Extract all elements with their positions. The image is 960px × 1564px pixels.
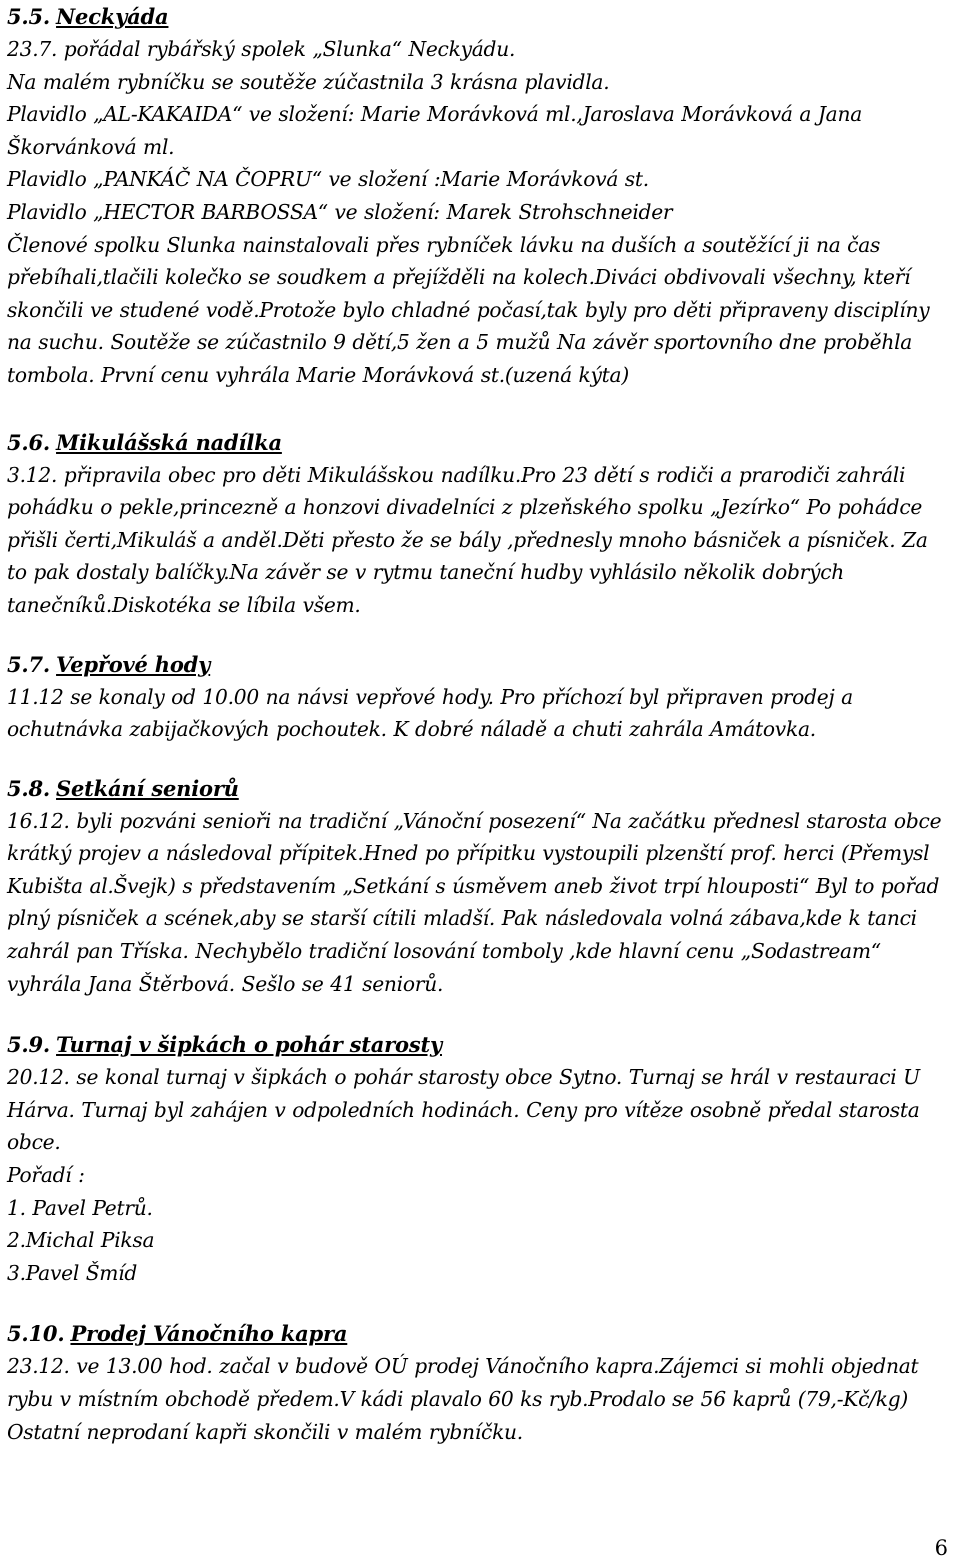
spacer <box>7 392 952 426</box>
section-heading <box>7 426 952 459</box>
spacer <box>7 1289 952 1317</box>
section-title: Mikulášská nadílka <box>56 429 282 455</box>
page-number: 6 <box>934 1536 948 1560</box>
list-item: 2.Michal Piksa <box>7 1228 155 1253</box>
list-item: 3.Pavel Šmíd <box>7 1260 138 1285</box>
paragraph: 3.12. připravila obec pro děti Mikulášskou nadílku.Pro 23 dětí s rodiči a prarodiči zahráli pohádku o pekle,princezně a honzovi divadelníci z plzeňského spolku „Jezírko“ Po pohádce přišli čerti,Mikuláš a anděl.Děti přesto že se bály ,přednesly mnoho básniček a písniček. Za to pak dostaly balíčky.Na závěr se v rytmu taneční hudby vyhlásilo několik dobrých tanečníků.Diskotéka se líbila všem. <box>7 462 928 617</box>
section-heading <box>7 772 952 805</box>
results-label: Pořadí : <box>7 1163 85 1188</box>
list-item: 1. Pavel Petrů. <box>7 1195 153 1220</box>
paragraph: 20.12. se konal turnaj v šipkách o pohár starosty obce Sytno. Turnaj se hrál v restauraci U Hárva. Turnaj byl zahájen v odpoledních hodinách. Ceny pro vítěze osobně předal starosta obce. <box>7 1065 920 1155</box>
paragraph: Členové spolku Slunka nainstalovali přes rybníček lávku na duších a soutěžící ji na čas přebíhali,tlačili kolečko se soudkem a přejížděli na kolech.Diváci obdivovali všechny, kteří skončili ve studené vodě.Protože bylo chladné počasí,tak byly pro děti připraveny disciplíny na suchu. Soutěže se zúčastnilo 9 dětí,5 žen a 5 mužů Na závěr sportovního dne proběhla tombola. První cenu vyhrála Marie Morávková st.(uzená kýta) <box>7 232 930 387</box>
paragraph: 16.12. byli pozváni senioři na tradiční „Vánoční posezení“ Na začátku přednesl starosta obce krátký projev a následoval přípitek.Hned po přípitku vystoupili plzenští prof. herci (Přemysl Kubišta al.Švejk) s představením „Setkání s úsměvem aneb život trpí hlouposti“ Byl to pořad plný písniček a scének,aby se starší cítili mladší. Pak následovala volná zábava,kde k tanci zahrál pan Tříska. Nechybělo tradiční losování tomboly ,kde hlavní cenu „Sodastream“ vyhrála Jana Štěrbová. Sešlo se 41 seniorů. <box>7 808 942 996</box>
section-neckyada <box>7 0 952 392</box>
section-setkani-senioru <box>7 772 952 1001</box>
section-heading <box>7 0 952 33</box>
section-veprove-hody <box>7 648 952 746</box>
section-prodej-vanocniho-kapra <box>7 1317 952 1448</box>
section-heading <box>7 1028 952 1061</box>
results-list <box>7 1192 952 1290</box>
section-heading <box>7 648 952 681</box>
section-number: 5.7. <box>7 651 51 677</box>
paragraph: Na malém rybníčku se soutěže zúčastnila 3 krásna plavidla. <box>7 69 610 94</box>
paragraph: Plavidlo „AL-KAKAIDA“ ve složení: Marie Morávková ml.,Jaroslava Morávková a Jana Škorvánková ml. <box>7 102 862 159</box>
document-page <box>7 0 952 1448</box>
section-title: Prodej Vánočního kapra <box>70 1321 348 1347</box>
section-mikulasska-nadilka <box>7 426 952 622</box>
spacer <box>7 622 952 648</box>
section-number: 5.8. <box>7 775 51 801</box>
section-title: Turnaj v šipkách o pohár starosty <box>56 1032 442 1058</box>
paragraph: 23.7. pořádal rybářský spolek „Slunka“ Neckyádu. <box>7 37 516 61</box>
section-number: 5.10. <box>7 1321 65 1347</box>
spacer <box>7 1000 952 1028</box>
paragraph: Plavidlo „PANKÁČ NA ČOPRU“ ve složení :Marie Morávková st. <box>7 167 649 192</box>
paragraph: 11.12 se konaly od 10.00 na návsi vepřové hody. Pro příchozí byl připraven prodej a ochutnávka zabijačkových pochoutek. K dobré náladě a chuti zahrála Amátovka. <box>7 684 853 742</box>
section-number: 5.9. <box>7 1032 51 1058</box>
spacer <box>7 746 952 772</box>
section-title: Setkání seniorů <box>56 775 239 801</box>
section-title: Vepřové hody <box>56 651 211 677</box>
section-title: Neckyáda <box>56 4 169 29</box>
section-number: 5.6. <box>7 429 51 455</box>
section-number: 5.5. <box>7 4 51 29</box>
section-heading <box>7 1317 952 1350</box>
paragraph: Plavidlo „HECTOR BARBOSSA“ ve složení: Marek Strohschneider <box>7 199 673 224</box>
paragraph: 23.12. ve 13.00 hod. začal v budově OÚ prodej Vánočního kapra.Zájemci si mohli objednat rybu v místním obchodě předem.V kádi plavalo 60 ks ryb.Prodalo se 56 kaprů (79,-Kč/kg) Ostatní neprodaní kapři skončili v malém rybníčku. <box>7 1354 919 1444</box>
section-turnaj-v-sipkach <box>7 1028 952 1289</box>
